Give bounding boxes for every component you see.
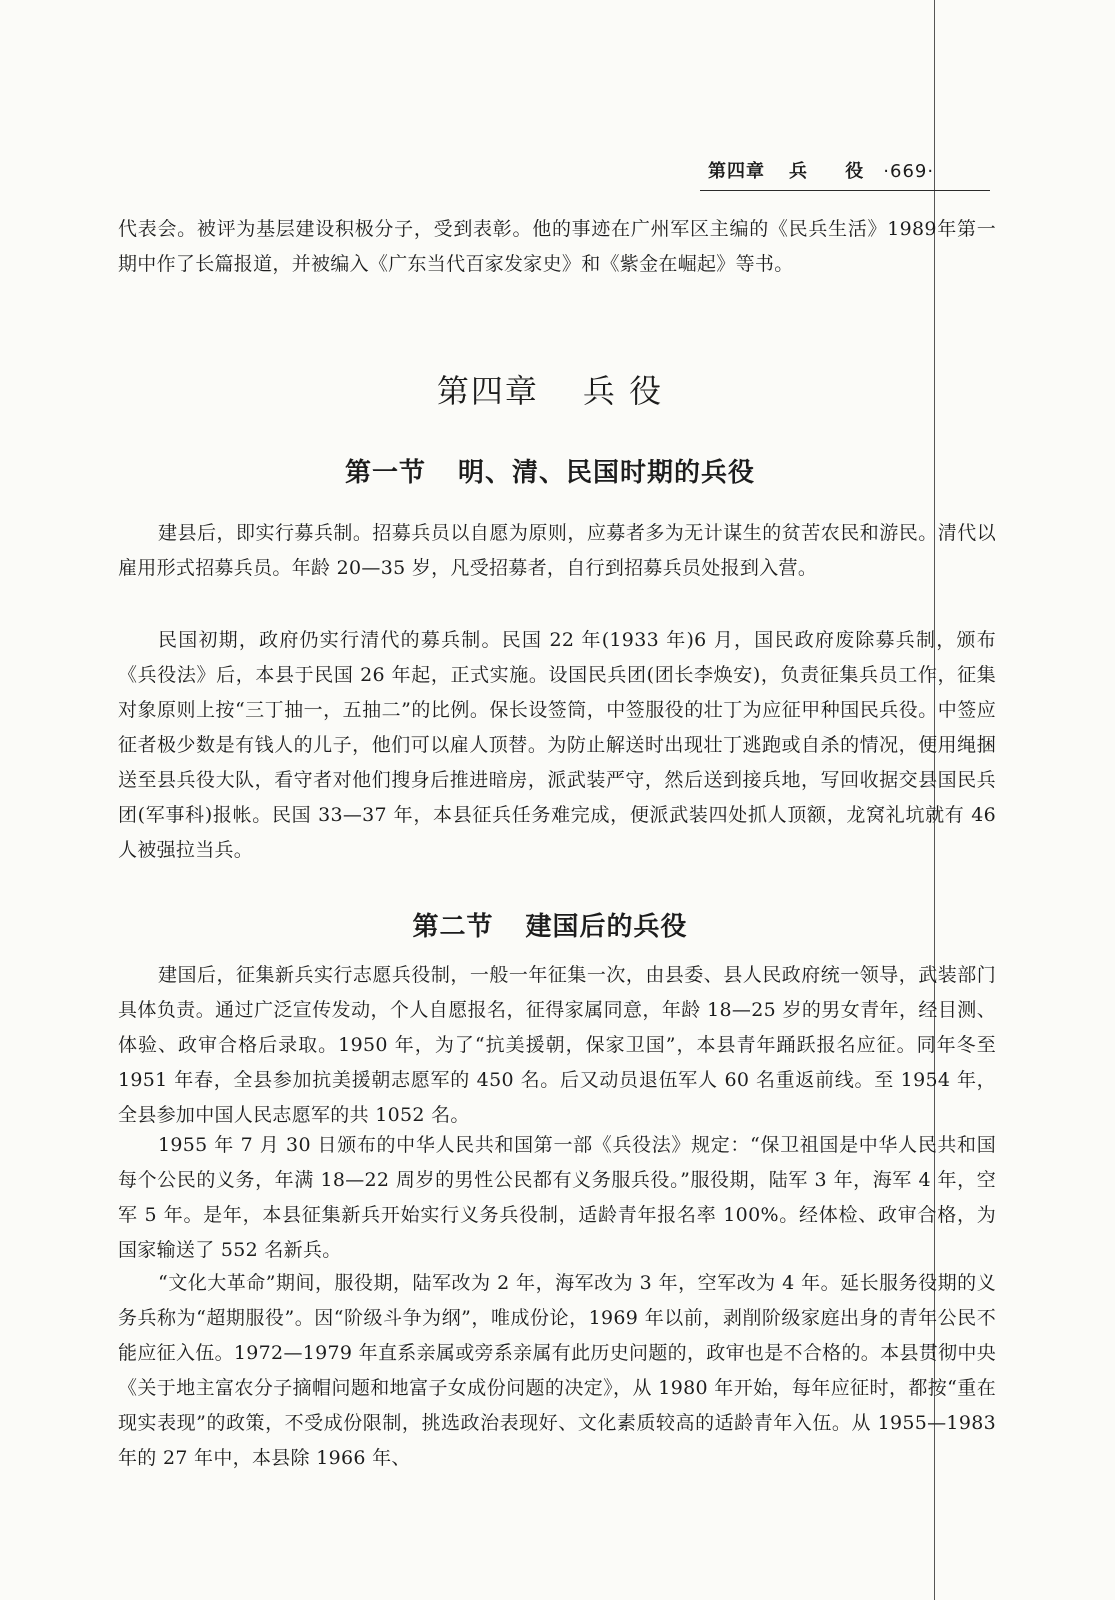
running-header-text [708, 160, 934, 184]
section-2-title [0, 910, 1100, 944]
section-1-name: 明、清、民国时期的兵役 [458, 457, 756, 488]
section-1-paragraph: 建县后，即实行募兵制。招募兵员以自愿为原则，应募者多为无计谋生的贫苦农民和游民。清代以雇用形式招募兵员。年龄 20—35 岁，凡受招募者，自行到招募兵员处报到入营。 [118, 522, 996, 579]
section-2-paragraph: “文化大革命”期间，服役期，陆军改为 2 年，海军改为 3 年，空军改为 4 年。延长服务役期的义务兵称为“超期服役”。因“阶级斗争为纲”，唯成份论，1969 年以前，剥削阶级家庭出身的青年公民不能应征入伍。1972—1979 年直系亲属或旁系亲属有此历史问题的，政审也是不合格的。本县贯彻中央《关于地主富农分子摘帽问题和地富子女成份问题的决定》，从 1980 年开始，每年应征时，都按“重在现实表现”的政策，不受成份限制，挑选政治表现好、文化素质较高的适龄青年入伍。从 1955—1983 年的 27 年中，本县除 1966 年、 [118, 1272, 996, 1469]
header-chapter: 第四章 [708, 161, 765, 182]
chapter-name: 兵 役 [582, 372, 664, 411]
section-1-paragraph: 民国初期，政府仍实行清代的募兵制。民国 22 年(1933 年)6 月，国民政府废除募兵制，颁布《兵役法》后，本县于民国 26 年起，正式实施。设国民兵团(团长李焕安)，负责征集兵员工作，征集对象原则上按“三丁抽一，五抽二”的比例。保长设签筒，中签服役的壮丁为应征甲种国民兵役。中签应征者极少数是有钱人的儿子，他们可以雇人顶替。为防止解送时出现壮丁逃跑或自杀的情况，便用绳捆送至县兵役大队，看守者对他们搜身后推进暗房，派武装严守，然后送到接兵地，写回收据交县国民兵团(军事科)报帐。民国 33—37 年，本县征兵任务难完成，便派武装四处抓人顶额，龙窝礼坑就有 46 人被强拉当兵。 [118, 629, 996, 861]
section-1-number: 第一节 [344, 457, 426, 488]
section-2-paragraph: 建国后，征集新兵实行志愿兵役制，一般一年征集一次，由县委、县人民政府统一领导，武装部门具体负责。通过广泛宣传发动，个人自愿报名，征得家属同意，年龄 18—25 岁的男女青年，经目测、体验、政审合格后录取。1950 年，为了“抗美援朝，保家卫国”，本县青年踊跃报名应征。同年冬至 1951 年春，全县参加抗美援朝志愿军的 450 名。后又动员退伍军人 60 名重返前线。至 1954 年，全县参加中国人民志愿军的共 1052 名。 [118, 964, 996, 1126]
section-1-title [0, 456, 1100, 490]
chapter-title [0, 371, 1100, 411]
section-2-name: 建国后的兵役 [525, 911, 688, 942]
chapter-number: 第四章 [436, 372, 539, 411]
section-2-number: 第二节 [412, 911, 494, 942]
section-2-paragraph: 1955 年 7 月 30 日颁布的中华人民共和国第一部《兵役法》规定：“保卫祖国是中华人民共和国每个公民的义务，年满 18—22 周岁的男性公民都有义务服兵役。”服役期，陆军 3 年，海军 4 年，空军 5 年。是年，本县征集新兵开始实行义务兵役制，适龄青年报名率 100%。经体检、政审合格，为国家输送了 552 名新兵。 [118, 1134, 996, 1261]
header-rule [700, 190, 990, 191]
running-header [0, 160, 988, 190]
opening-paragraph: 代表会。被评为基层建设积极分子，受到表彰。他的事迹在广州军区主编的《民兵生活》1989年第一期中作了长篇报道，并被编入《广东当代百家发家史》和《紫金在崛起》等书。 [118, 218, 996, 275]
header-title: 兵 役 [789, 161, 880, 182]
page-number: ·669· [883, 161, 935, 182]
